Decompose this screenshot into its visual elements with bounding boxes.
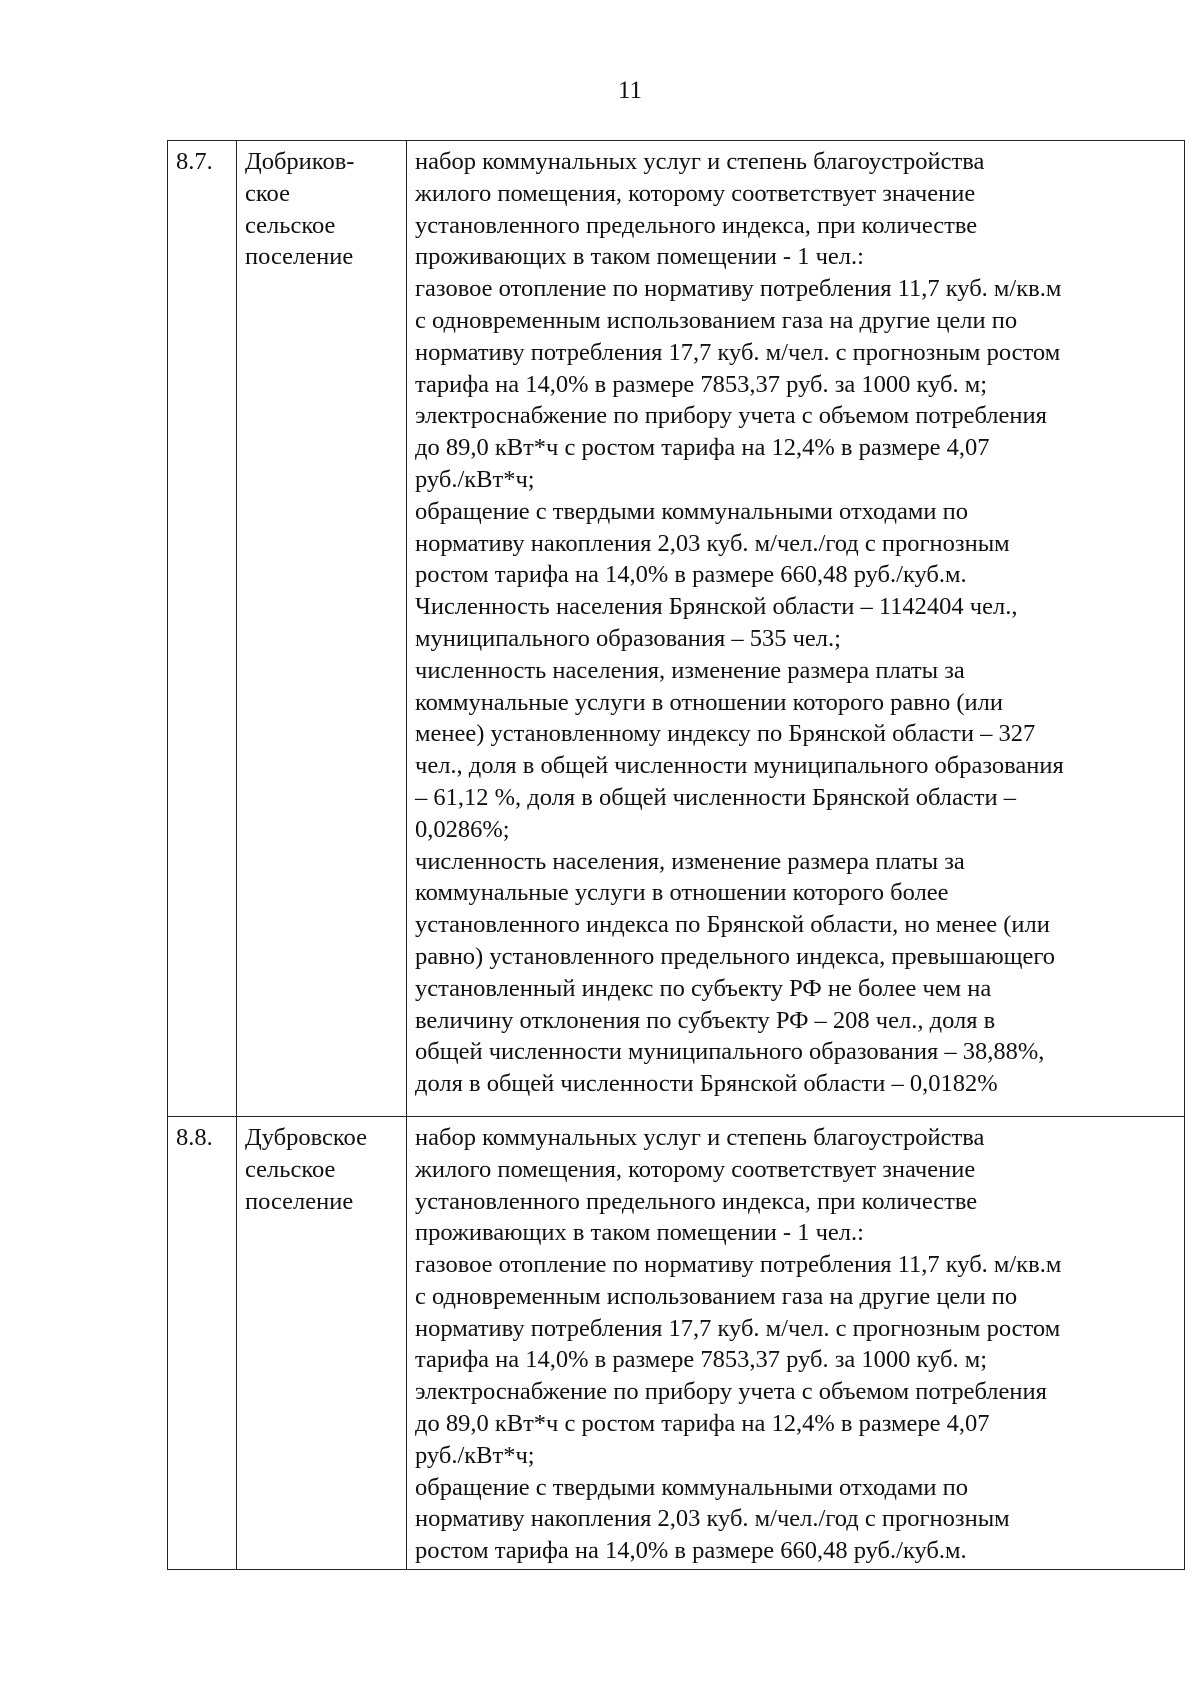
text-line: руб./кВт*ч; [415,465,535,493]
text-line: ское [245,179,290,207]
text-line: нормативу потребления 17,7 куб. м/чел. с прогнозным ростом [415,1314,1061,1342]
settlement-name-cell [237,141,407,1117]
text-line: ростом тарифа на 14,0% в размере 660,48 руб./куб.м. [415,1537,967,1565]
text-line: поселение [245,243,354,271]
description-cell [407,141,1185,1117]
text-line: обращение с твердыми коммунальными отходами по [415,1473,968,1501]
text-line: набор коммунальных услуг и степень благоустройства [415,148,985,175]
text-line: коммунальные услуги в отношении которого равно (или [415,688,1003,716]
document-table [167,140,1185,1570]
text-line: поселение [245,1187,354,1215]
text-line: набор коммунальных услуг и степень благоустройства [415,1123,985,1151]
text-line: тарифа на 14,0% в размере 7853,37 руб. за 1000 куб. м; [415,1346,988,1374]
text-line: жилого помещения, которому соответствует значение [415,1155,976,1183]
row-number: 8.8. [176,1123,213,1151]
text-line: с одновременным использованием газа на другие цели по [415,1282,1018,1310]
text-line: проживающих в таком помещении - 1 чел.: [415,243,864,271]
text-line: нормативу накопления 2,03 куб. м/чел./год с прогнозным [415,529,1010,557]
text-line: численность населения, изменение размера платы за [415,656,965,684]
text-line: сельское [245,211,336,239]
text-line: газовое отопление по нормативу потребления 11,7 куб. м/кв.м [415,275,1062,303]
text-line: тарифа на 14,0% в размере 7853,37 руб. за 1000 куб. м; [415,370,988,398]
text-line: Численность населения Брянской области – 1142404 чел., [415,593,1018,621]
text-line: с одновременным использованием газа на другие цели по [415,306,1018,334]
text-line: газовое отопление по нормативу потребления 11,7 куб. м/кв.м [415,1251,1062,1279]
text-line: Добриков- [245,148,355,175]
row-number-cell [168,141,237,1117]
text-line: руб./кВт*ч; [415,1441,535,1469]
text-line: коммунальные услуги в отношении которого более [415,879,949,907]
text-line: общей численности муниципального образования – 38,88%, [415,1038,1045,1066]
text-line: электроснабжение по прибору учета с объемом потребления [415,402,1047,430]
text-line: до 89,0 кВт*ч с ростом тарифа на 12,4% в размере 4,07 [415,1410,990,1438]
settlement-name-cell [237,1116,407,1569]
page-number: 11 [617,77,643,104]
text-line: установленный индекс по субъекту РФ не более чем на [415,974,992,1002]
text-line: численность населения, изменение размера платы за [415,847,965,875]
row-number: 8.7. [176,148,213,175]
text-line: жилого помещения, которому соответствует значение [415,179,976,207]
text-line: обращение с твердыми коммунальными отходами по [415,497,968,525]
text-line: нормативу потребления 17,7 куб. м/чел. с прогнозным ростом [415,338,1061,366]
text-line: муниципального образования – 535 чел.; [415,624,841,652]
row-number-cell [168,1116,237,1569]
text-line: нормативу накопления 2,03 куб. м/чел./год с прогнозным [415,1505,1010,1533]
text-line: сельское [245,1155,336,1183]
text-line: ростом тарифа на 14,0% в размере 660,48 руб./куб.м. [415,561,967,589]
text-line: до 89,0 кВт*ч с ростом тарифа на 12,4% в размере 4,07 [415,434,990,462]
text-line: менее) установленному индексу по Брянской области – 327 [415,720,1036,748]
text-line: Дубровское [245,1123,367,1151]
text-line: установленного индекса по Брянской области, но менее (или [415,911,1050,939]
text-line: – 61,12 %, доля в общей численности Брянской области – [415,783,1016,811]
text-line: равно) установленного предельного индекса, превышающего [415,942,1056,970]
text-line: установленного предельного индекса, при количестве [415,211,978,239]
text-line: 0,0286%; [415,815,510,843]
text-line: электроснабжение по прибору учета с объемом потребления [415,1378,1047,1406]
text-line: установленного предельного индекса, при количестве [415,1187,978,1215]
text-line: чел., доля в общей численности муниципального образования [415,752,1064,780]
table-row-8-8 [168,1116,1185,1569]
text-line: проживающих в таком помещении - 1 чел.: [415,1219,864,1247]
table-body [168,141,1185,1570]
text-line: доля в общей численности Брянской области – 0,0182% [415,1070,998,1098]
description-cell [407,1116,1185,1569]
text-line: величину отклонения по субъекту РФ – 208 чел., доля в [415,1006,996,1034]
table-row-8-7 [168,141,1185,1117]
